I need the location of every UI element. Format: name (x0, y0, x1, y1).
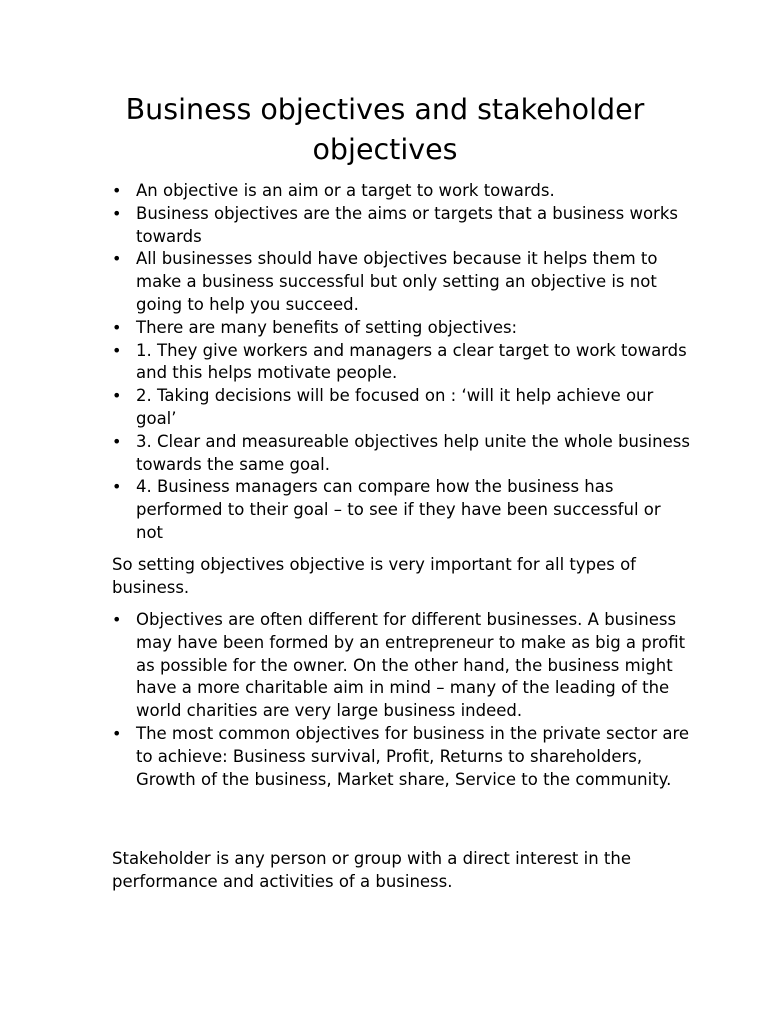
list-item (112, 476, 692, 544)
list-item-text: All businesses should have objectives because it helps them to make a business successful but only setting an objective is not going to help you succeed. (136, 249, 658, 314)
bullet-icon: • (112, 610, 122, 629)
bullet-icon: • (112, 181, 122, 200)
bullet-icon: • (112, 477, 122, 497)
list-item (112, 723, 692, 791)
bullet-icon: • (112, 340, 122, 360)
list-item (112, 340, 692, 386)
list-item-text: 4. Business managers can compare how the business has performed to their goal – to see if they have been successful or not (136, 477, 661, 542)
objectives-bullet-list (112, 180, 692, 545)
bullet-icon: • (112, 386, 122, 406)
list-item (112, 248, 692, 316)
bullet-icon: • (112, 203, 122, 223)
stakeholder-definition-paragraph: Stakeholder is any person or group with a direct interest in the performance and activities of a business. (112, 849, 631, 891)
bullet-icon: • (112, 317, 122, 337)
business-types-bullet-list (112, 609, 692, 791)
list-item-text: 2. Taking decisions will be focused on : ‘will it help achieve our goal’ (136, 386, 654, 428)
list-item (112, 609, 692, 723)
list-item-text: The most common objectives for business in the private sector are to achieve: Business survival, Profit, Returns to shareholders, Growth of the business, Market share, Service to the community. (136, 723, 690, 789)
list-item-text: There are many benefits of setting objectives: (136, 317, 518, 337)
list-item (112, 180, 692, 203)
bullet-icon: • (112, 431, 122, 451)
list-item (112, 317, 692, 340)
list-item (112, 203, 692, 249)
list-item-text: Business objectives are the aims or targets that a business works towards (136, 203, 678, 246)
summary-paragraph: So setting objectives objective is very important for all types of business. (112, 555, 636, 597)
list-item (112, 431, 692, 477)
list-item (112, 385, 692, 431)
list-item-text: An objective is an aim or a target to work towards. (136, 181, 555, 200)
list-item-text: 1. They give workers and managers a clear target to work towards and this helps motivate people. (136, 340, 687, 383)
bullet-icon: • (112, 723, 122, 743)
list-item-text: 3. Clear and measureable objectives help unite the whole business towards the same goal. (136, 431, 690, 474)
page-title: Business objectives and stakeholder objectives (125, 93, 645, 166)
list-item-text: Objectives are often different for different businesses. A business may have been formed by an entrepreneur to make as big a profit as possible for the owner. On the other hand, the business might have a more charitable aim in mind – many of the leading of the world charities are very large business indeed. (136, 610, 686, 721)
bullet-icon: • (112, 249, 122, 269)
